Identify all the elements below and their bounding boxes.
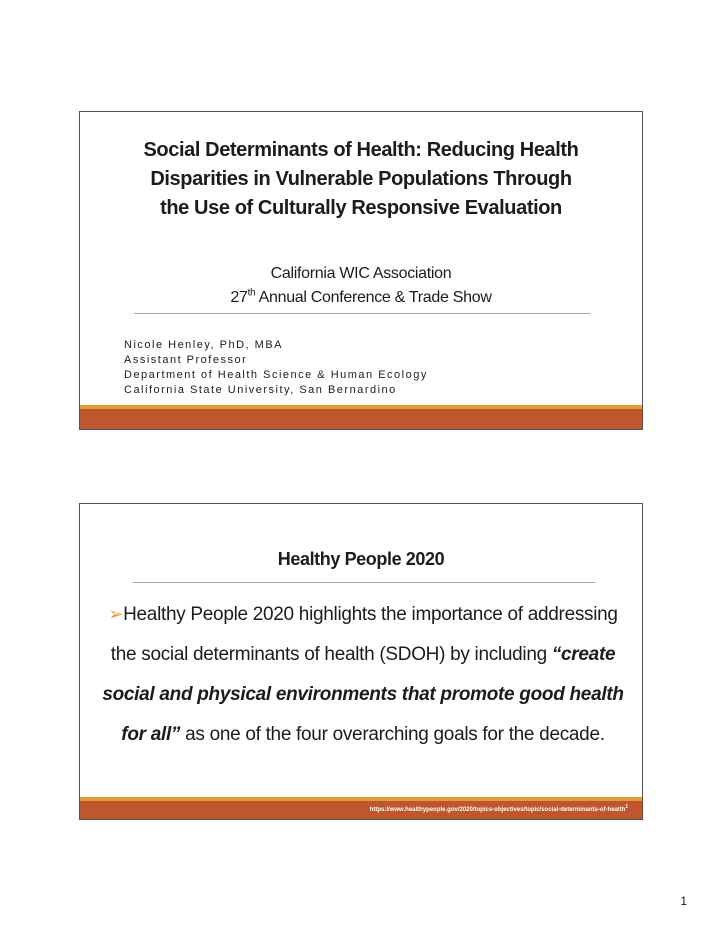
author-block <box>124 338 428 398</box>
conference-ordinal: th <box>247 287 256 299</box>
conference-number: 27 <box>230 289 248 306</box>
source-url-text[interactable]: https://www.healthypeople.gov/2020/topics-objectives/topic/social-determinants-of-health <box>369 807 626 813</box>
conference-title: Annual Conference & Trade Show <box>255 289 492 306</box>
author-department: Department of Health Science & Human Ecology <box>124 369 428 381</box>
body-quote: “create social and physical environments that promote good health for all” <box>102 644 624 745</box>
footer-bar <box>80 405 642 429</box>
author-name: Nicole Henley, PhD, MBA <box>124 339 284 351</box>
page-number: 1 <box>680 894 687 908</box>
conference-info <box>80 262 642 310</box>
organization-name: California WIC Association <box>270 265 452 282</box>
divider <box>133 582 595 583</box>
divider <box>134 313 590 314</box>
title-line: Disparities in Vulnerable Populations Through <box>150 168 572 190</box>
title-slide <box>79 111 643 430</box>
title-line: the Use of Culturally Responsive Evaluation <box>160 197 562 219</box>
slide-title: Healthy People 2020 <box>277 549 445 569</box>
body-end: as one of the four overarching goals for the decade. <box>180 724 605 745</box>
source-url[interactable] <box>370 804 628 813</box>
author-university: California State University, San Bernardino <box>124 384 397 396</box>
presentation-title <box>90 136 632 223</box>
healthy-people-slide <box>79 503 643 820</box>
footer-bar <box>80 797 642 819</box>
author-position: Assistant Professor <box>124 354 248 366</box>
body-intro: Healthy People 2020 highlights the importance of addressing the social determinants of health (SDOH) by including <box>110 604 618 665</box>
conference-name <box>80 286 642 310</box>
arrow-bullet-icon: ➢ <box>108 604 124 624</box>
slide-body <box>94 594 632 755</box>
title-line: Social Determinants of Health: Reducing Health <box>143 139 579 161</box>
source-footnote: 1 <box>625 804 628 810</box>
